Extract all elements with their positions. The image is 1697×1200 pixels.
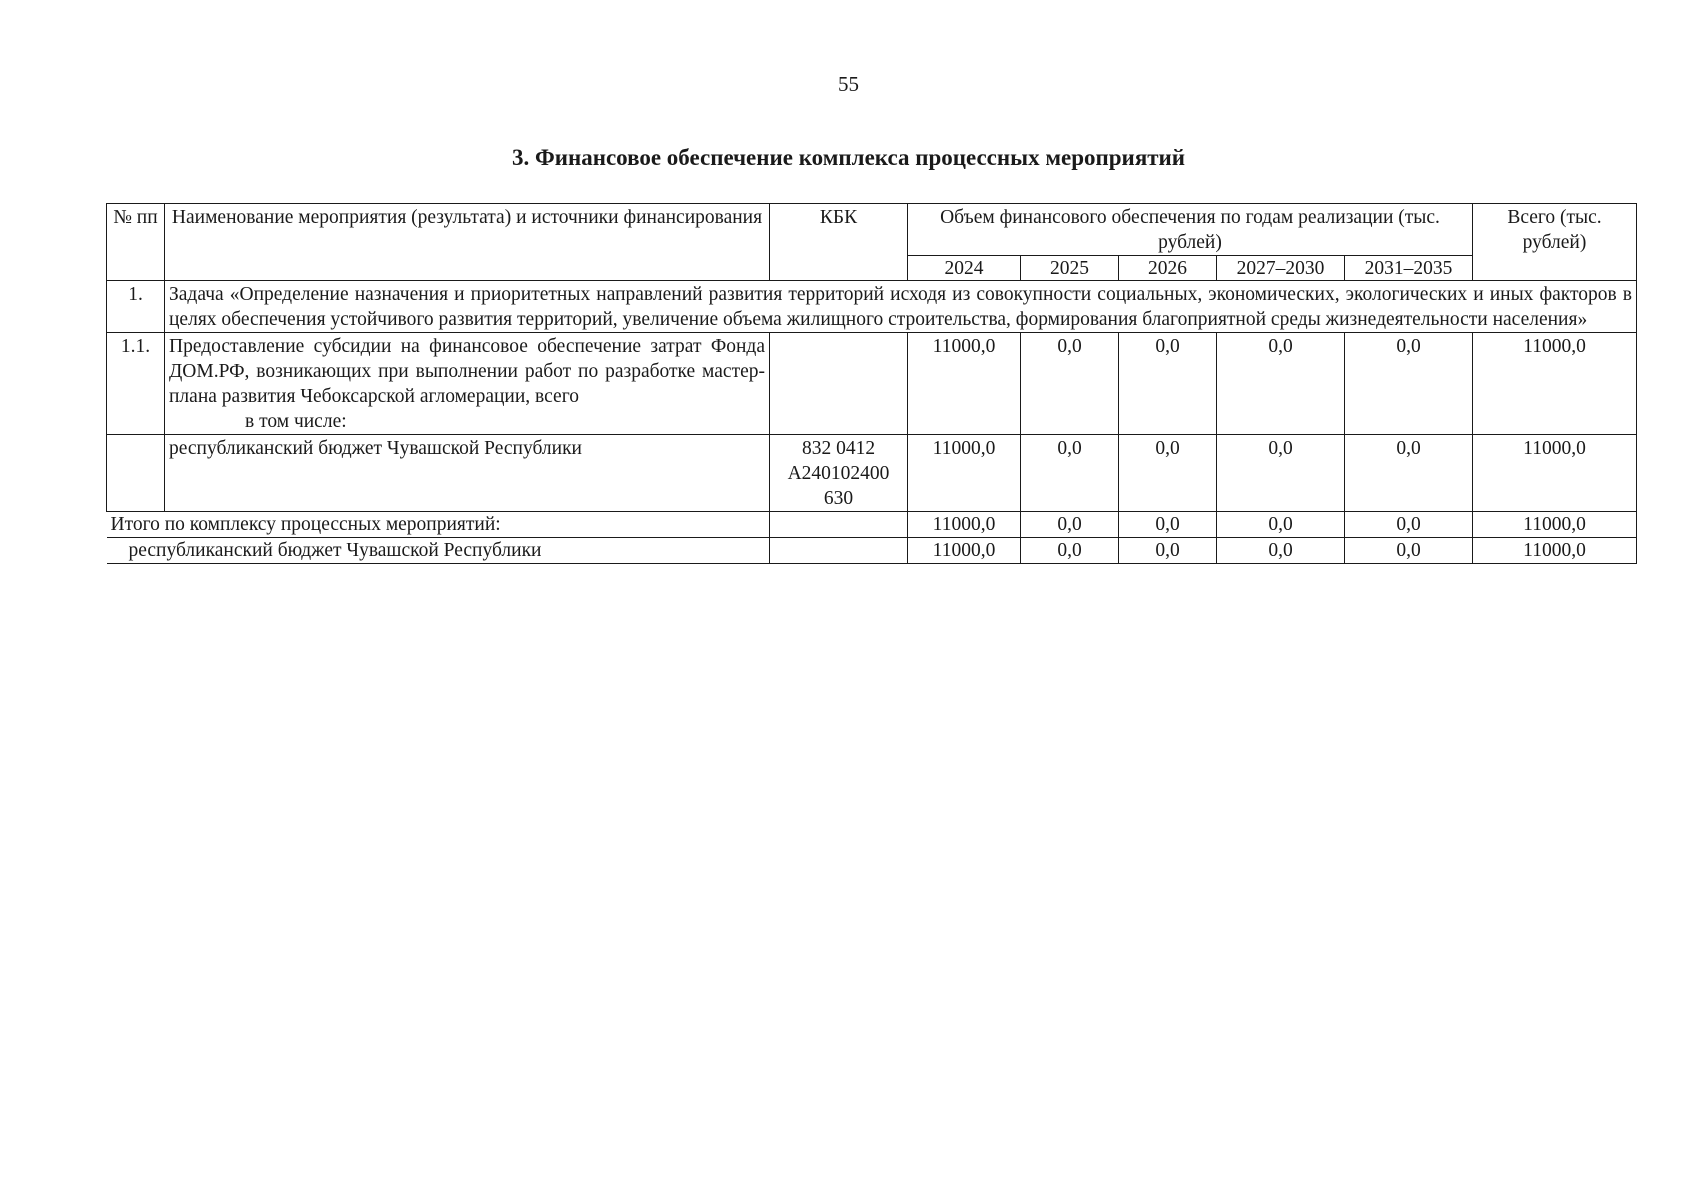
source-row — [107, 435, 1637, 512]
grand-total-source-value: 0,0 — [1345, 538, 1473, 564]
grand-total-source-label: республиканский бюджет Чувашской Республики — [107, 538, 770, 564]
source-name: республиканский бюджет Чувашской Республики — [165, 435, 770, 512]
header-num: № пп — [107, 204, 165, 281]
measure-value: 0,0 — [1119, 333, 1217, 435]
task-text: Задача «Определение назначения и приоритетных направлений развития территорий исходя из совокупности социальных, экономических, экологических и иных факторов в целях обеспечения устойчивого развития территорий, увеличение объема жилищного строительства, формирования благоприятной среды жизнедеятельности населения» — [165, 281, 1637, 333]
measure-row — [107, 333, 1637, 435]
grand-total-source-sum: 11000,0 — [1473, 538, 1637, 564]
grand-total-source-kbk — [770, 538, 908, 564]
measure-value: 11000,0 — [908, 333, 1021, 435]
measure-total: 11000,0 — [1473, 333, 1637, 435]
measure-value: 0,0 — [1021, 333, 1119, 435]
task-row — [107, 281, 1637, 333]
measure-name-cell — [165, 333, 770, 435]
grand-total-source-value: 0,0 — [1217, 538, 1345, 564]
source-value: 0,0 — [1119, 435, 1217, 512]
source-kbk: 832 0412 А240102400 630 — [770, 435, 908, 512]
header-row — [107, 204, 1637, 256]
header-year: 2026 — [1119, 256, 1217, 281]
measure-kbk — [770, 333, 908, 435]
financing-table — [106, 203, 1637, 564]
header-year: 2025 — [1021, 256, 1119, 281]
grand-total-source-value: 0,0 — [1119, 538, 1217, 564]
source-num — [107, 435, 165, 512]
header-total: Всего (тыс. рублей) — [1473, 204, 1637, 281]
measure-value: 0,0 — [1217, 333, 1345, 435]
grand-total-label: Итого по комплексу процессных мероприятий: — [107, 512, 770, 538]
grand-total-value: 0,0 — [1119, 512, 1217, 538]
measure-including: в том числе: — [245, 411, 347, 432]
grand-total-source-value: 0,0 — [1021, 538, 1119, 564]
grand-total-kbk — [770, 512, 908, 538]
header-year: 2027–2030 — [1217, 256, 1345, 281]
grand-total-source-value: 11000,0 — [908, 538, 1021, 564]
grand-total-value: 0,0 — [1217, 512, 1345, 538]
source-value: 0,0 — [1021, 435, 1119, 512]
header-kbk: КБК — [770, 204, 908, 281]
grand-total-sum: 11000,0 — [1473, 512, 1637, 538]
header-volume: Объем финансового обеспечения по годам реализации (тыс. рублей) — [908, 204, 1473, 256]
header-name: Наименование мероприятия (результата) и источники финансирования — [165, 204, 770, 281]
grand-total-value: 0,0 — [1021, 512, 1119, 538]
source-value: 0,0 — [1345, 435, 1473, 512]
grand-total-value: 11000,0 — [908, 512, 1021, 538]
grand-total-source-row — [107, 538, 1637, 564]
grand-total-value: 0,0 — [1345, 512, 1473, 538]
header-year: 2024 — [908, 256, 1021, 281]
source-value: 0,0 — [1217, 435, 1345, 512]
section-title: 3. Финансовое обеспечение комплекса процессных мероприятий — [511, 145, 1186, 170]
header-year: 2031–2035 — [1345, 256, 1473, 281]
source-total: 11000,0 — [1473, 435, 1637, 512]
source-value: 11000,0 — [908, 435, 1021, 512]
measure-value: 0,0 — [1345, 333, 1473, 435]
grand-total-row — [107, 512, 1637, 538]
measure-num: 1.1. — [107, 333, 165, 435]
measure-text: Предоставление субсидии на финансовое обеспечение затрат Фонда ДОМ.РФ, возникающих при выполнении работ по разработке мастер-плана развития Чебоксарской агломерации, всего — [169, 336, 765, 407]
page-number: 55 — [838, 72, 859, 96]
task-num: 1. — [107, 281, 165, 333]
